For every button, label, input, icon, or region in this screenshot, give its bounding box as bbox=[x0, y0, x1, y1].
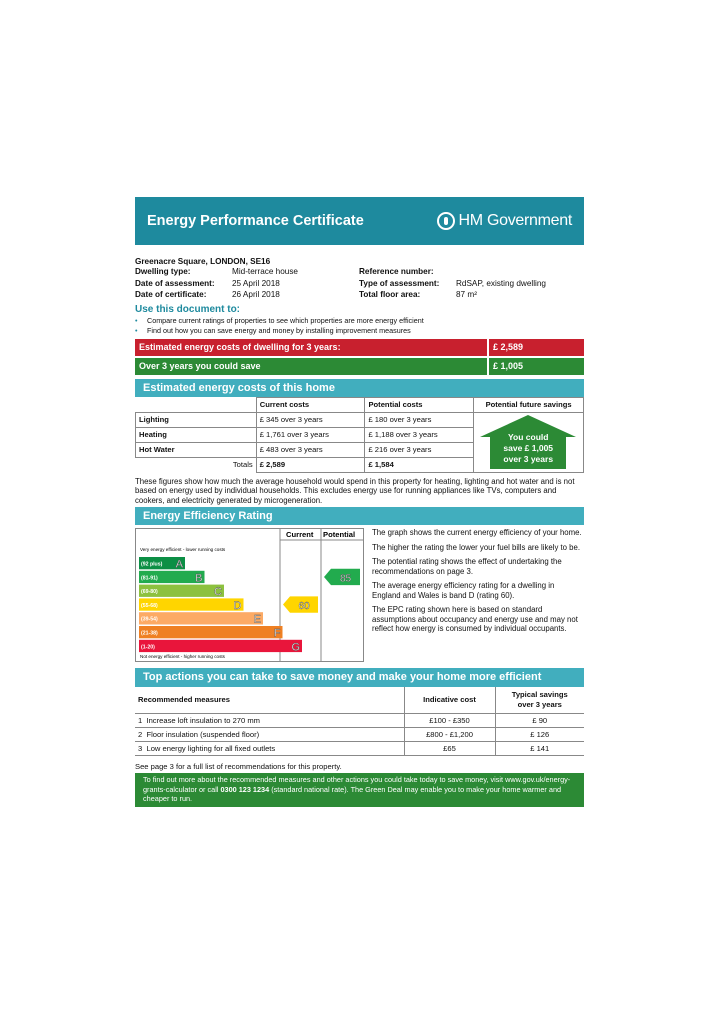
list-item: • Compare current ratings of properties to see which properties are more energy efficient bbox=[135, 316, 584, 326]
address-block bbox=[135, 257, 584, 301]
col-header-current: Current costs bbox=[256, 397, 365, 412]
epc-document bbox=[135, 197, 584, 807]
rating-paragraph: The graph shows the current energy efficiency of your home. bbox=[372, 528, 582, 537]
meta-value: 25 April 2018 bbox=[232, 278, 280, 288]
measure-cell: 3 Low energy lighting for all fixed outlets bbox=[138, 743, 276, 753]
rating-section bbox=[135, 528, 584, 662]
band-letter-label: B bbox=[195, 572, 203, 585]
band-letter-label: G bbox=[291, 641, 300, 654]
logo-text: HM Government bbox=[458, 212, 572, 229]
savings-bar bbox=[135, 358, 584, 375]
savings-value: £ 1,005 bbox=[487, 358, 584, 375]
top-note: Very energy efficient - lower running costs bbox=[140, 547, 226, 552]
meta-value: RdSAP, existing dwelling bbox=[456, 278, 546, 288]
current-col-header: Current bbox=[286, 530, 314, 539]
saving-cell: £ 90 bbox=[495, 713, 584, 727]
band-g bbox=[139, 640, 302, 652]
rating-explanation bbox=[372, 528, 584, 662]
total-potential: £ 1,584 bbox=[365, 457, 474, 472]
col-header-measures: Recommended measures bbox=[138, 695, 231, 705]
cell-potential: £ 216 over 3 years bbox=[365, 442, 474, 457]
cell-current: £ 483 over 3 years bbox=[256, 442, 365, 457]
actions-section-title: Top actions you can take to save money and make your home more efficient bbox=[135, 668, 584, 687]
totals-label: Totals bbox=[136, 457, 257, 472]
cost-cell: £100 - £350 bbox=[404, 713, 495, 727]
band-f bbox=[139, 626, 283, 638]
band-range-label: (21-38) bbox=[141, 630, 158, 637]
bottom-note: Not energy efficient - higher running costs bbox=[140, 654, 225, 659]
rating-paragraph: The EPC rating shown here is based on standard assumptions about occupancy and energy use and may not reflect how energy is consumed by individual occupants. bbox=[372, 605, 578, 633]
savings-label: Over 3 years you could save bbox=[139, 360, 261, 371]
row-label: Heating bbox=[136, 427, 257, 442]
estimated-costs-label: Estimated energy costs of dwelling for 3 years: bbox=[139, 341, 341, 352]
property-address: Greenacre Square, LONDON, SE16 bbox=[135, 257, 271, 266]
header-banner bbox=[135, 197, 584, 245]
estimated-costs-value: £ 2,589 bbox=[487, 339, 584, 356]
savings-callout: You could save £ 1,005 over 3 years bbox=[503, 431, 554, 464]
table-row bbox=[135, 727, 584, 741]
rating-section-title: Energy Efficiency Rating bbox=[135, 507, 584, 525]
col-header-potential: Potential costs bbox=[365, 397, 474, 412]
band-range-label: (81-91) bbox=[141, 575, 158, 582]
table-row bbox=[135, 713, 584, 727]
meta-value: 26 April 2018 bbox=[232, 290, 280, 299]
saving-cell: £ 126 bbox=[495, 727, 584, 741]
crest-icon bbox=[437, 212, 455, 230]
list-item: • Find out how you can save energy and money by installing improvement measures bbox=[135, 326, 584, 336]
rating-paragraph: The potential rating shows the effect of undertaking the recommendations on page 3. bbox=[372, 557, 562, 576]
potential-rating-value: 85 bbox=[339, 573, 352, 585]
measure-cell: 1 Increase loft insulation to 270 mm bbox=[138, 715, 261, 725]
band-range-label: (92 plus) bbox=[141, 561, 163, 568]
costs-note: These figures show how much the average household would spend in this property for heating, lighting and hot water and is not based on energy used by individual households. This excludes energy use for running appliances like TVs, computers and cookers, and electricity generated by microgeneration. bbox=[135, 476, 575, 505]
use-document-title: Use this document to: bbox=[135, 303, 241, 315]
cell-current: £ 345 over 3 years bbox=[256, 412, 365, 427]
meta-label: Type of assessment: bbox=[359, 278, 440, 288]
meta-grid bbox=[135, 266, 584, 301]
rating-graph bbox=[135, 528, 364, 662]
cell-potential: £ 1,188 over 3 years bbox=[365, 427, 474, 442]
rating-bands bbox=[139, 557, 302, 653]
col-header-cost: Indicative cost bbox=[404, 687, 495, 713]
saving-cell: £ 141 bbox=[495, 741, 584, 755]
band-letter-label: A bbox=[175, 558, 183, 571]
current-rating-value: 60 bbox=[298, 601, 310, 613]
more-info-box: To find out more about the recommended measures and other actions you could take today to save money, visit www.gov.uk/energy-grants-calculator or call 0300 123 1234 (standard national rate). The Green Deal may enable you to make your home warmer and cheaper to run. bbox=[135, 773, 584, 807]
meta-label: Dwelling type: bbox=[135, 267, 191, 276]
table-row bbox=[135, 741, 584, 755]
meta-label: Date of assessment: bbox=[135, 278, 215, 288]
cost-cell: £800 - £1,200 bbox=[404, 727, 495, 741]
costs-section-title: Estimated energy costs of this home bbox=[135, 379, 584, 397]
phone-number: 0300 123 1234 bbox=[220, 784, 270, 794]
meta-value: Mid-terrace house bbox=[232, 267, 298, 276]
meta-value: 87 m² bbox=[456, 290, 477, 299]
band-range-label: (55-68) bbox=[141, 602, 158, 609]
row-label: Hot Water bbox=[136, 442, 257, 457]
rating-paragraph: The average energy efficiency rating for a dwelling in England and Wales is band D (rating 60). bbox=[372, 581, 555, 600]
band-range-label: (69-80) bbox=[141, 589, 158, 596]
hm-government-logo bbox=[437, 212, 572, 230]
cost-cell: £65 bbox=[404, 741, 495, 755]
savings-cell bbox=[474, 412, 584, 472]
rating-paragraph: The higher the rating the lower your fuel bills are likely to be. bbox=[372, 542, 581, 552]
meta-label: Date of certificate: bbox=[135, 290, 207, 299]
band-letter-label: F bbox=[273, 627, 281, 640]
col-header-savings: Potential future savings bbox=[474, 397, 584, 412]
band-letter-label: D bbox=[233, 599, 242, 612]
estimated-costs-bar bbox=[135, 339, 584, 356]
col-header-savings: Typical savings over 3 years bbox=[495, 687, 584, 713]
actions-table bbox=[135, 687, 584, 756]
table-row bbox=[136, 412, 584, 427]
cell-current: £ 1,761 over 3 years bbox=[256, 427, 365, 442]
band-letter-label: E bbox=[253, 613, 261, 626]
measure-cell: 2 Floor insulation (suspended floor) bbox=[138, 729, 260, 739]
meta-label: Reference number: bbox=[359, 267, 434, 276]
page-title: Energy Performance Certificate bbox=[147, 213, 364, 229]
potential-col-header: Potential bbox=[323, 530, 356, 539]
meta-value bbox=[456, 266, 583, 278]
meta-label: Total floor area: bbox=[359, 290, 421, 299]
band-range-label: (1-20) bbox=[141, 644, 155, 651]
row-label: Lighting bbox=[136, 412, 257, 427]
total-current: £ 2,589 bbox=[256, 457, 365, 472]
use-document-list bbox=[135, 316, 584, 336]
costs-table bbox=[135, 397, 584, 473]
band-letter-label: C bbox=[214, 586, 222, 599]
rating-chart bbox=[135, 528, 364, 662]
band-range-label: (39-54) bbox=[141, 616, 158, 623]
see-page-note: See page 3 for a full list of recommendations for this property. bbox=[135, 761, 342, 771]
cell-potential: £ 180 over 3 years bbox=[365, 412, 474, 427]
